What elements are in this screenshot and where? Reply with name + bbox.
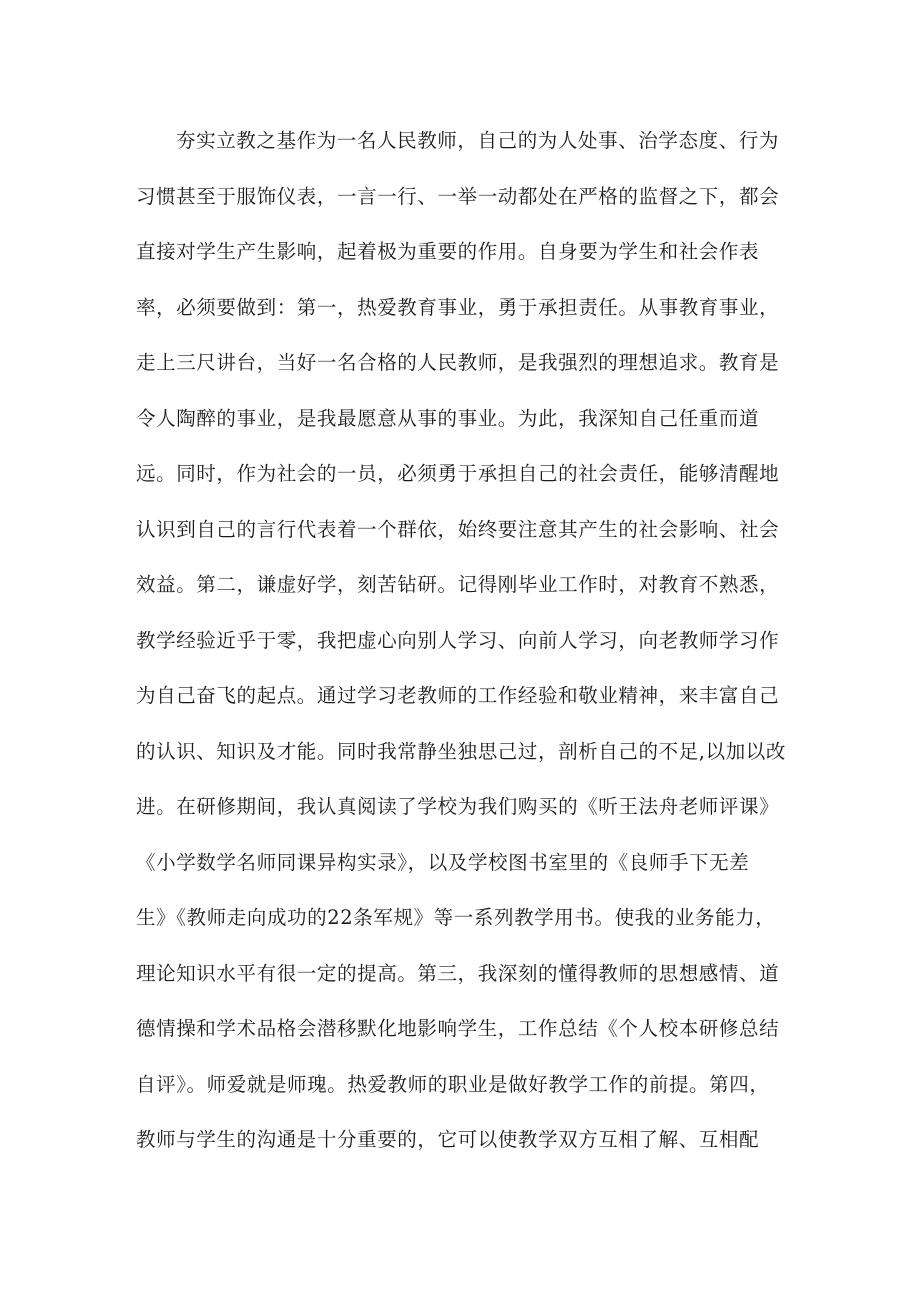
text-line: 理论知识水平有很一定的提高。第三，我深刻的懂得教师的思想感情、道 [136, 961, 780, 985]
text-line: 德情操和学术品格会潜移默化地影响学生，工作总结《个人校本研修总结 [136, 1017, 780, 1040]
text-line: 教师与学生的沟通是十分重要的，它可以使教学双方互相了解、互相配 [136, 1128, 760, 1151]
text-line: 效益。第二，谦虚好学，刻苦钻研。记得刚毕业工作时，对教育不熟悉， [136, 573, 780, 596]
text-line: 自评》。师爱就是师瑰。热爱教师的职业是做好教学工作的前提。第四， [136, 1072, 770, 1096]
text-line: 走上三尺讲台，当好一名合格的人民教师，是我强烈的理想追求。教育是 [136, 351, 780, 374]
text-line: 远。同时，作为社会的一员，必须勇于承担自己的社会责任，能够清醒地 [136, 462, 780, 485]
text-line: 生》《教师走向成功的22条军规》等一系列教学用书。使我的业务能力， [136, 906, 776, 929]
text-line: 认识到自己的言行代表着一个群依，始终要注意其产生的社会影响、社会 [136, 517, 780, 541]
text-line: 进。在研修期间，我认真阅读了学校为我们购买的《听王法舟老师评课》 [136, 795, 780, 818]
text-line: 为自己奋飞的起点。通过学习老教师的工作经验和敬业精神，来丰富自己 [136, 684, 780, 707]
text-line: 教学经验近乎于零，我把虚心向别人学习、向前人学习，向老教师学习作 [136, 628, 780, 652]
body-paragraph [136, 119, 796, 1174]
text-line: 令人陶醉的事业，是我最愿意从事的事业。为此，我深知自己任重而道 [136, 406, 760, 430]
text-line: 率，必须要做到：第一，热爱教育事业，勇于承担责任。从事教育事业， [136, 295, 780, 319]
text-line: 《小学数学名师同课异构实录》，以及学校图书室里的《良师手下无差 [136, 850, 750, 874]
text-line: 直接对学生产生影响，起着极为重要的作用。自身要为学生和社会作表 [136, 240, 760, 263]
text-line: 夯实立教之基作为一名人民教师，自己的为人处事、治学态度、行为 [176, 129, 780, 152]
text-line: 的认识、知识及才能。同时我常静坐独思己过，剖析自己的不足,以加以改 [136, 739, 786, 763]
text-line: 习惯甚至于服饰仪表，一言一行、一举一动都处在严格的监督之下，都会 [136, 184, 780, 208]
